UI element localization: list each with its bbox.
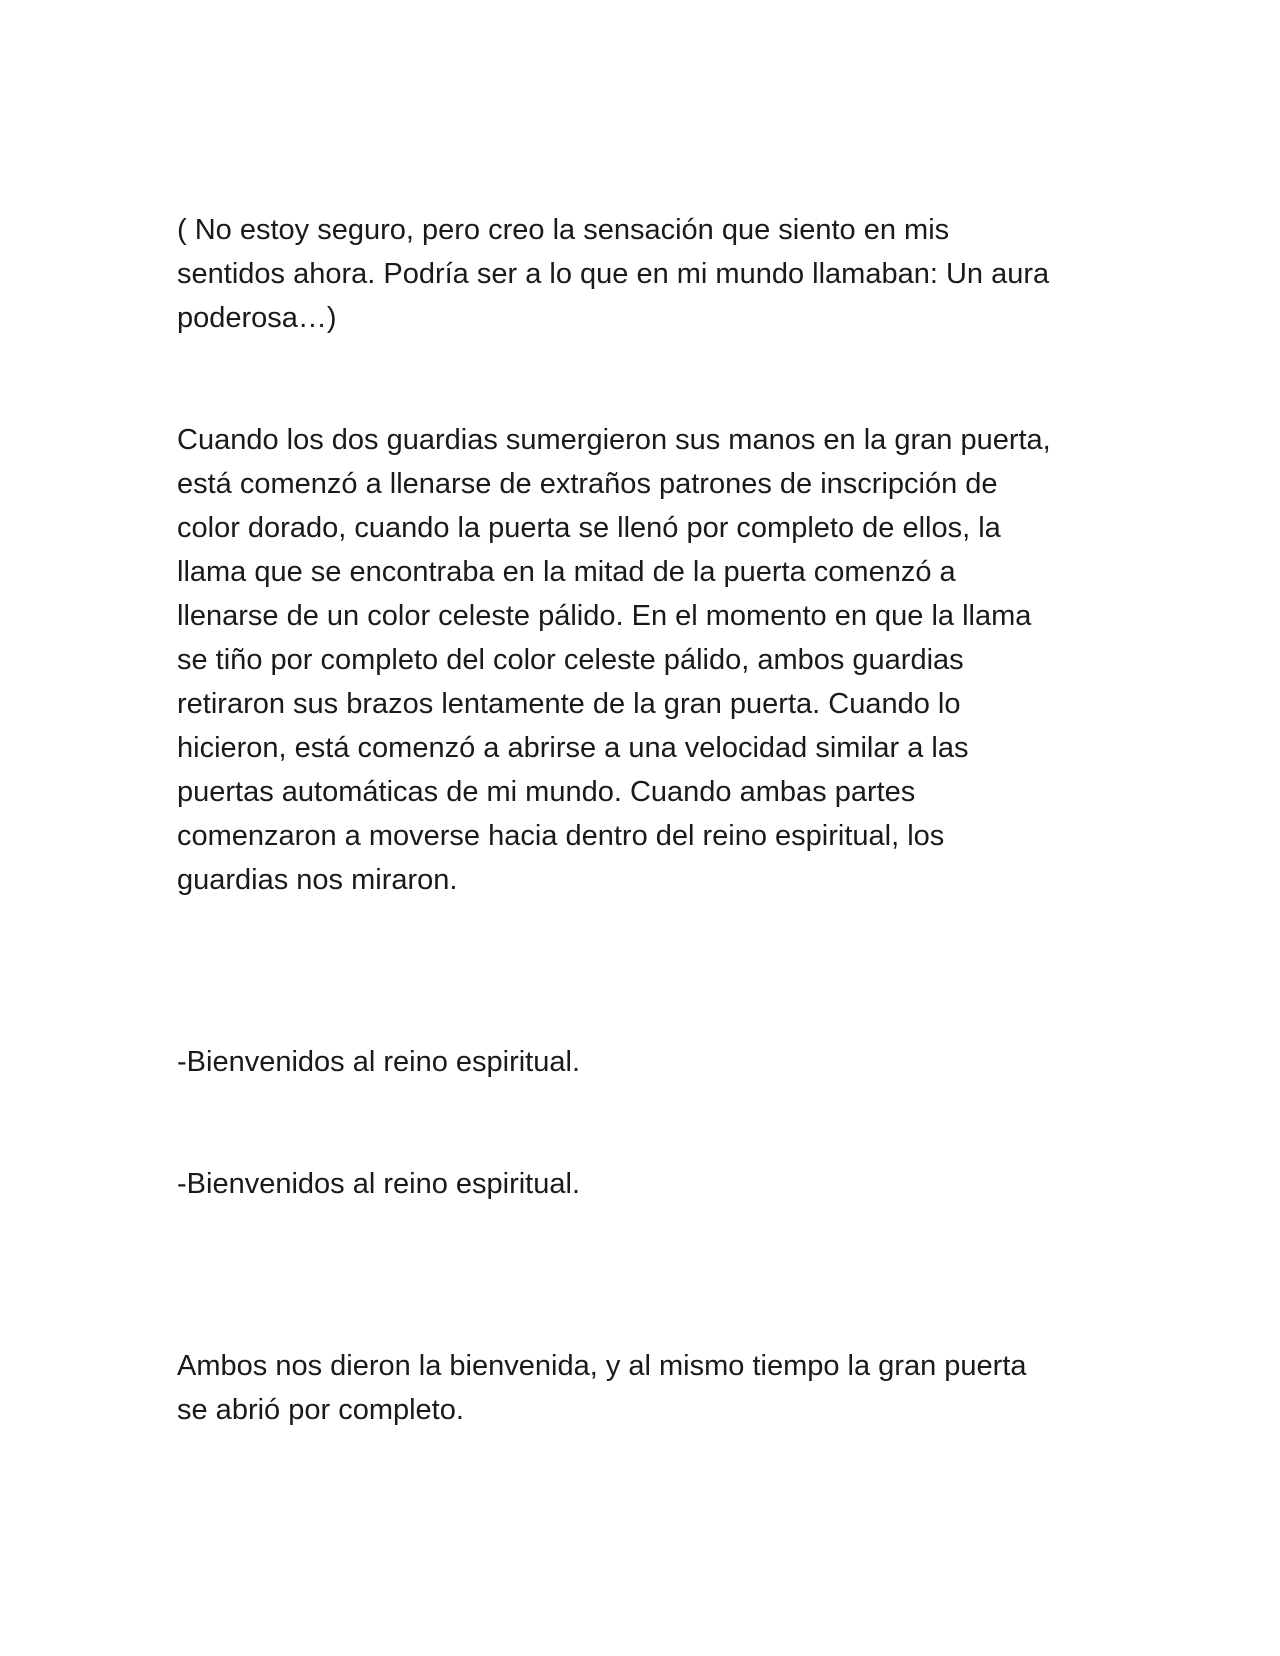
paragraph-gate-opening: Cuando los dos guardias sumergieron sus manos en la gran puerta, está comenzó a llenarse de extraños patrones de inscripción de color dorado, cuando la puerta se llenó por completo de ellos, la llama que se encontraba en la mitad de la puerta comenzó a llenarse de un color celeste pálido. En el momento en que la llama se tiño por completo del color celeste pálido, ambos guardias retiraron sus brazos lentamente de la gran puerta. Cuando lo hicieron, está comenzó a abrirse a una velocidad similar a las puertas automáticas de mi mundo. Cuando ambas partes comenzaron a moverse hacia dentro del reino espiritual, los guardias nos miraron.: [177, 424, 1051, 896]
paragraph-welcome: Ambos nos dieron la bienvenida, y al mismo tiempo la gran puerta se abrió por completo.: [177, 1350, 1027, 1426]
dialogue-line-1: -Bienvenidos al reino espiritual.: [177, 1046, 580, 1078]
dialogue-line-2: -Bienvenidos al reino espiritual.: [177, 1168, 580, 1200]
paragraph-inner-thought: ( No estoy seguro, pero creo la sensación que siento en mis sentidos ahora. Podría ser a lo que en mi mundo llamaban: Un aura poderosa…): [177, 214, 1050, 334]
